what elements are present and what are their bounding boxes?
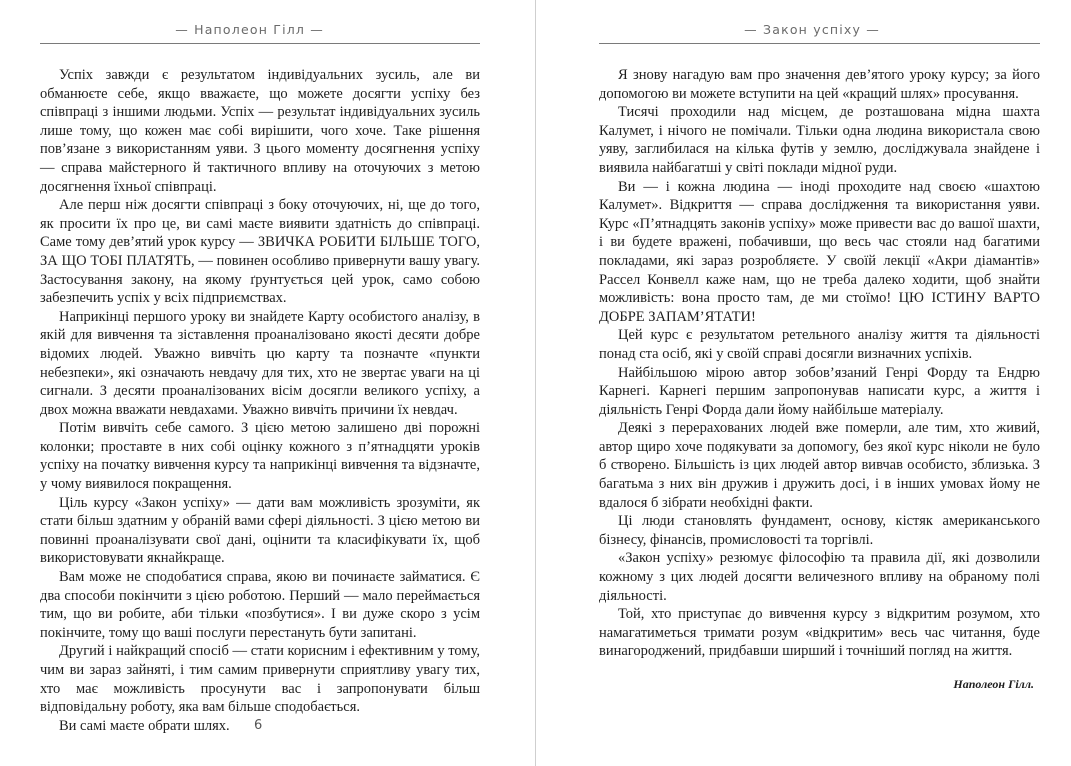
paragraph: Успіх завжди є результатом індивідуальних зусиль, але ви обманюєте себе, якщо вважаєте, що можете досягти успіху без співпраці з іншими людьми. Успіх — результат індивідуальних зусиль лише тому, що кожен має собі вирішити, чого хоче. Таке рішення пов’язане з використанням уяви. З цього моменту досягнення успіху — справа майстерного й тактичного впливу на оточуючих з метою досягнення їхньої співпраці. bbox=[40, 67, 480, 195]
left-page-body bbox=[40, 66, 480, 735]
left-page bbox=[0, 0, 535, 766]
paragraph: Я знову нагадую вам про значення дев’ятого уроку курсу; за його допомогою ви можете вступити на цей «кращий шлях» просування. bbox=[599, 67, 1040, 102]
header-divider bbox=[599, 43, 1040, 44]
paragraph: Другий і найкращий спосіб — стати корисним і ефективним у тому, чим ви зараз зайняті, і тим самим привернути сприятливу увагу тих, хто має можливість просунути вас і запропонувати більш відповідальну роботу, яка вам більше сподобається. bbox=[40, 643, 480, 716]
paragraph: Наприкінці першого уроку ви знайдете Карту особистого аналізу, в якій для вивчення та зіставлення проаналізовано якості десяти добре відомих людей. Уважно вивчіть цю карту та позначте «пункти небезпеки», які означають невдачу для тих, хто не звертає уваги на ці сигнали. З десяти проаналізованих вісім досягли великого успіху, а двох можна вважати невдахами. Уважно вивчіть причини їх невдач. bbox=[40, 308, 480, 418]
paragraph: Цей курс є результатом ретельного аналізу життя та діяльності понад ста осіб, які у своїй справі досягли визначних успіхів. bbox=[599, 327, 1040, 362]
paragraph: Ці люди становлять фундамент, основу, кістяк американського бізнесу, фінансів, промисловості та торгівлі. bbox=[599, 513, 1040, 548]
running-header-title: — Закон успіху — bbox=[744, 22, 880, 37]
header-divider bbox=[40, 43, 480, 44]
page-number: 6 bbox=[254, 718, 263, 733]
right-page-body bbox=[599, 66, 1040, 694]
paragraph: Деякі з перерахованих людей вже померли, але тим, хто живий, автор щиро хоче подякувати за допомогу, без якої курс ніколи не було б створено. Більшість із цих людей автор вивчав особисто, зблизька. З багатьма з них він дружив і дружить досі, і в інших умовах йому не вдалося б зібрати необхідні факти. bbox=[599, 420, 1040, 511]
paragraph: «Закон успіху» резюмує філософію та правила дії, які дозволили кожному з цих людей досягти величезного впливу на обраному полі діяльності. bbox=[599, 550, 1040, 604]
paragraph: Вам може не сподобатися справа, якою ви починаєте займатися. Є два способи покінчити з цією роботою. Перший — мало переймається тим, що ви робите, аби тільки «позбутися». І ви дуже скоро з усім покінчите, тому що ваші послуги перестануть бути запитані. bbox=[40, 569, 480, 641]
paragraph: Ви — і кожна людина — іноді проходите над своєю «шахтою Калумет». Відкриття — справа дослідження та використання уяви. Курс «П’ятнадцять законів успіху» може привести вас до вашої шахти, і ви будете вражені, побачивши, що весь час стояли над багатими покладами, які зараз розробляєте. У своїй лекції «Акри діамантів» Рассел Конвелл каже нам, що не треба далеко ходити, щоб знайти можливість: вона просто там, де ми стоїмо! ЦЮ ІСТИНУ ВАРТО ДОБРЕ ЗАПАМ’ЯТАТИ! bbox=[599, 178, 1040, 325]
paragraph: Той, хто приступає до вивчення курсу з відкритим розумом, хто намагатиметься тримати розум «відкритим» весь час читання, буде винагороджений, придбавши ширший і точніший погляд на життя. bbox=[599, 606, 1040, 660]
paragraph: Але перш ніж досягти співпраці з боку оточуючих, ні, ще до того, як просити їх про це, ви самі маєте виявити здатність до співпраці. Саме тому дев’ятий урок курсу — ЗВИЧКА РОБИТИ БІЛЬШЕ ТОГО, ЗА ЩО ТОБІ ПЛАТЯТЬ, — повинен особливо привернути вашу увагу. Застосування закону, на якому ґрунтується цей урок, само собою забезпечить успіх у всіх підприємствах. bbox=[40, 197, 480, 307]
right-page bbox=[537, 0, 1071, 766]
paragraph: Ви самі маєте обрати шлях. bbox=[59, 717, 230, 734]
running-header-author: — Наполеон Гілл — bbox=[175, 22, 324, 37]
paragraph: Тисячі проходили над місцем, де розташована мідна шахта Калумет, і нічого не помічали. Тільки одна людина використала свою уяву, заглибилася на кілька футів у землю, досліджувала знайдене і виявила найбагатші у світі поклади мідної руди. bbox=[599, 104, 1040, 176]
book-spine-divider bbox=[535, 0, 536, 766]
author-signature: Наполеон Гілл. bbox=[953, 677, 1034, 691]
paragraph: Ціль курсу «Закон успіху» — дати вам можливість зрозуміти, як стати більш здатним у обраній вами сфері діяльності. З цією метою ви повинні проаналізувати свої дані, оцінити та класифікувати їх, щоб використовувати якнайкраще. bbox=[40, 494, 480, 567]
paragraph: Найбільшою мірою автор зобов’язаний Генрі Форду та Ендрю Карнегі. Карнегі першим запропонував написати курс, а життя і діяльність Генрі Форда дали йому найбільше матеріалу. bbox=[599, 364, 1040, 418]
paragraph: Потім вивчіть себе самого. З цією метою залишено дві порожні колонки; проставте в них собі оцінку кожного з п’ятнадцяти уроків успіху на початку вивчення курсу та наприкінці вивчення та відзначте, у чому виявилося покращення. bbox=[40, 420, 480, 493]
